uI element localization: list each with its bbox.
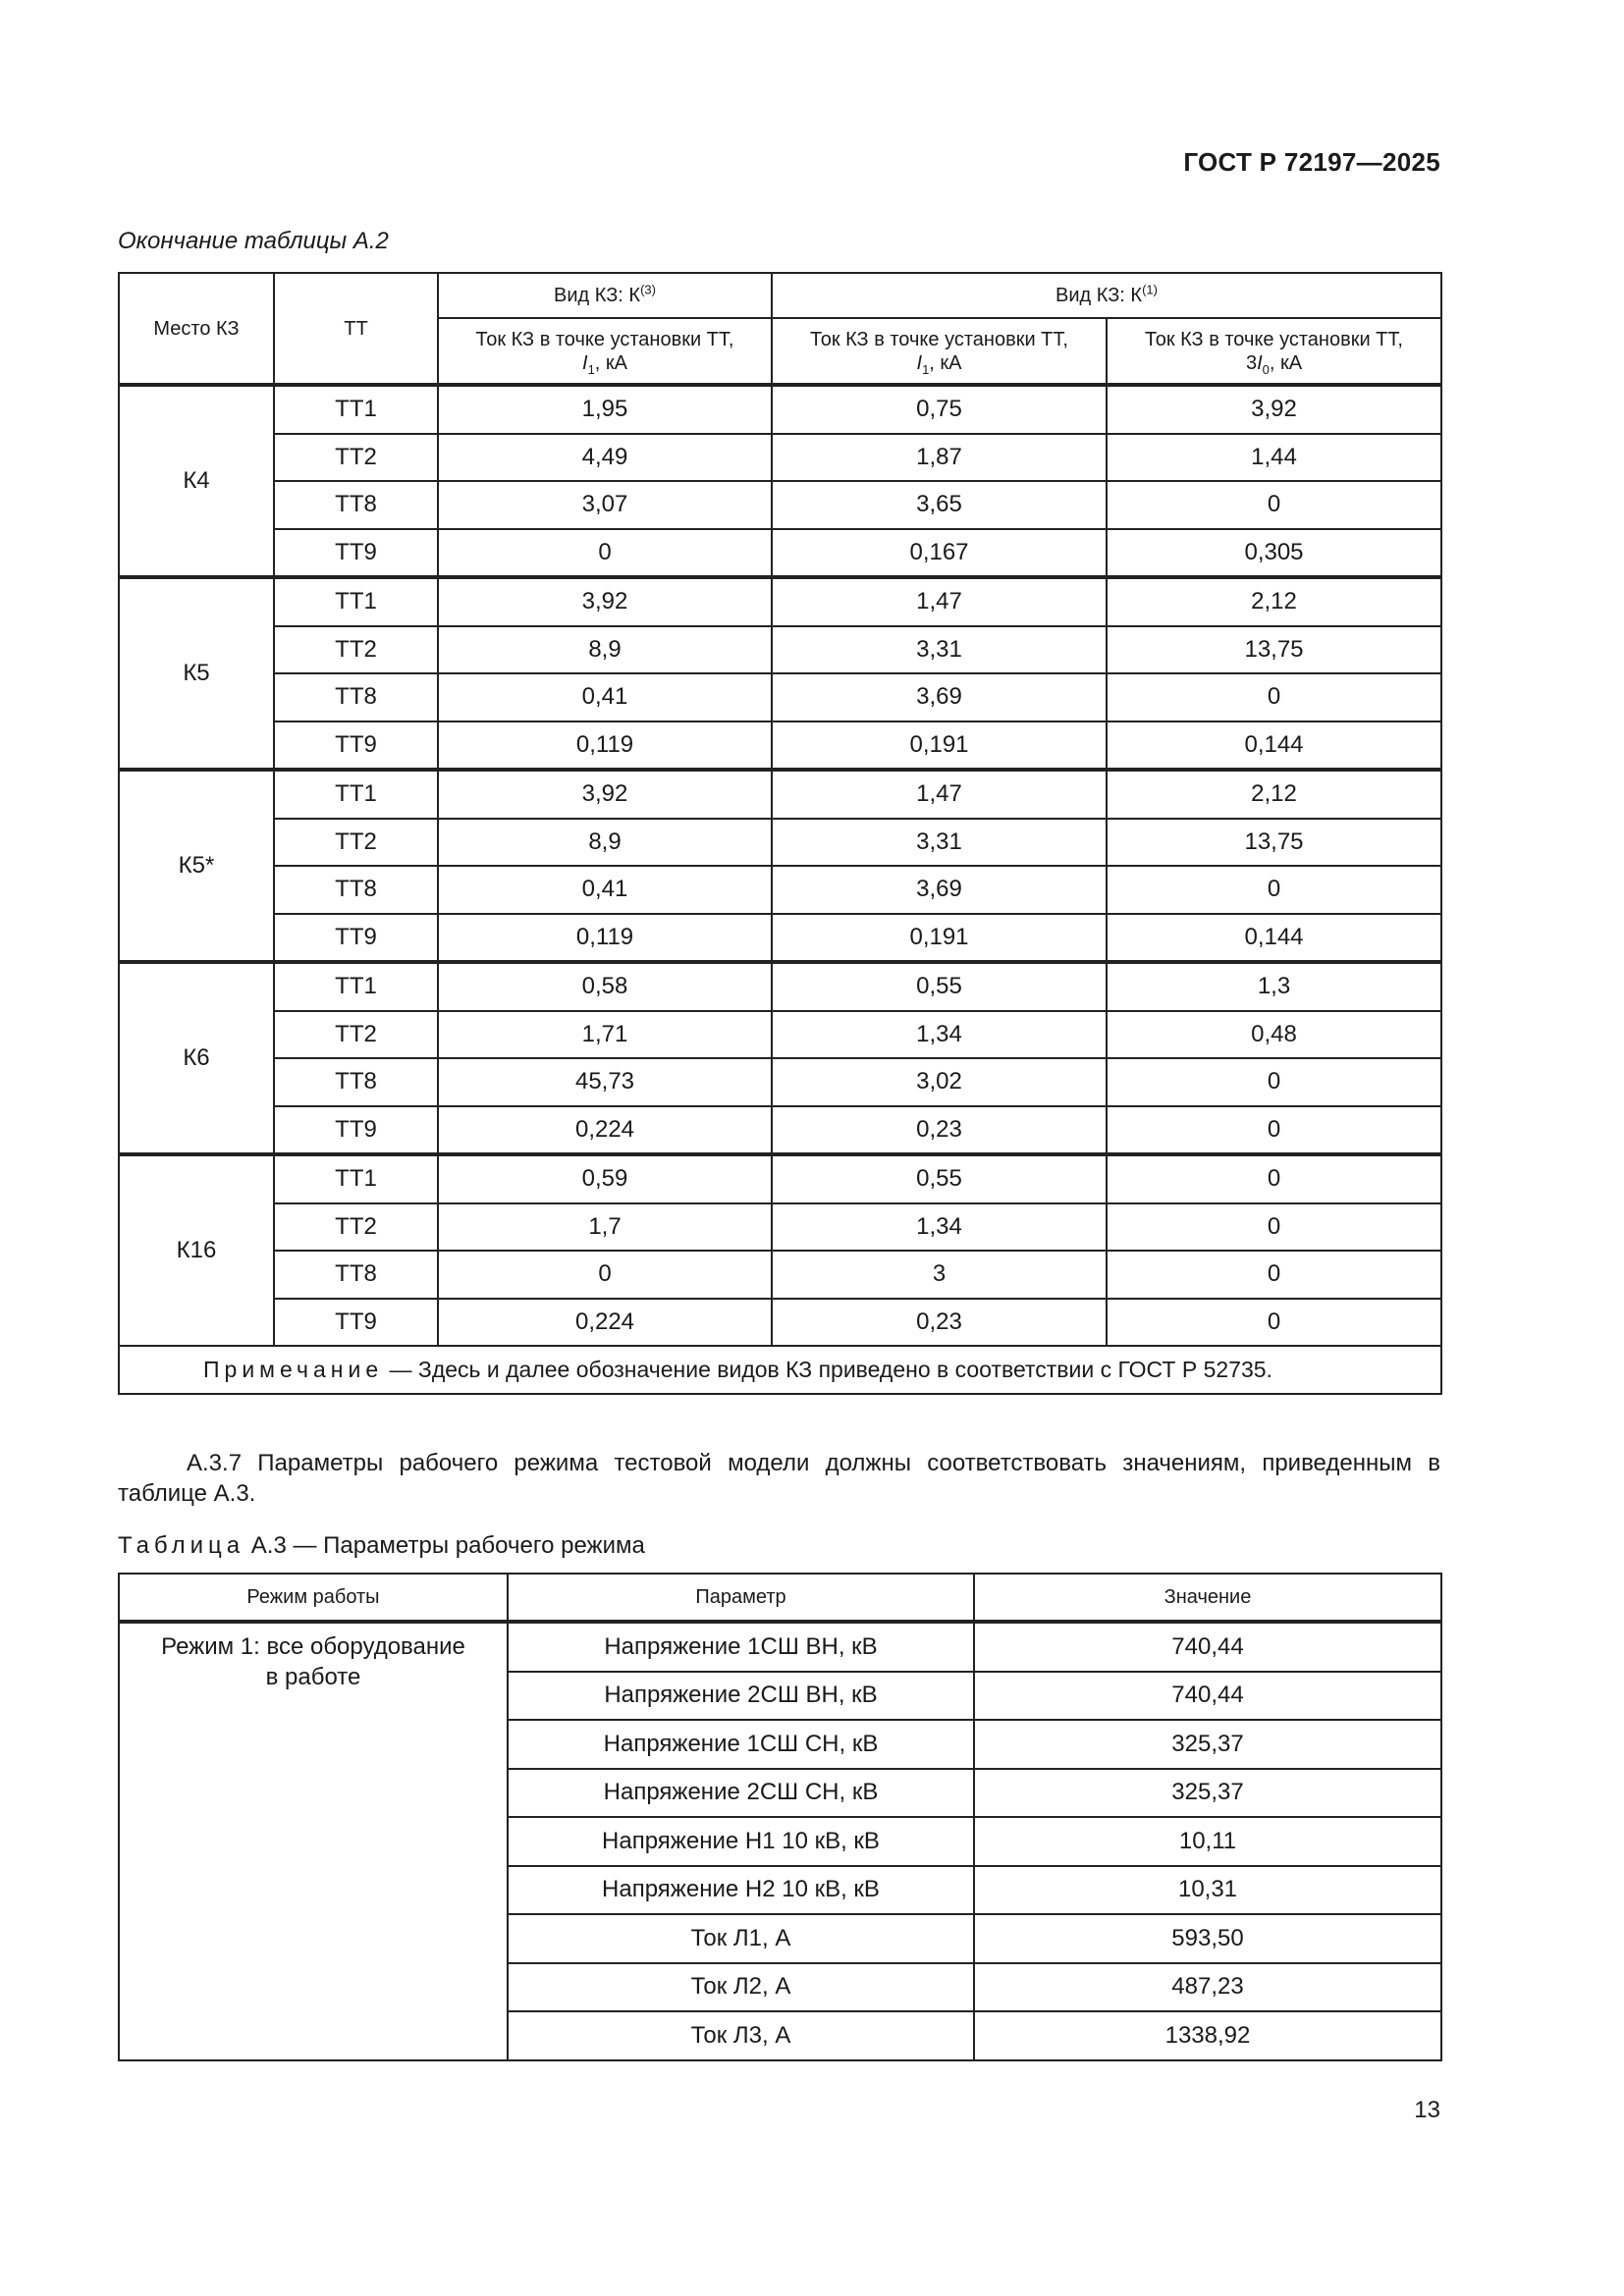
table-row (119, 962, 1441, 1011)
tt-cell: ТТ2 (274, 434, 438, 482)
value-cell-k1-3i0: 0,305 (1107, 529, 1441, 578)
value-cell-k3-i1: 1,7 (438, 1203, 772, 1252)
value-cell-k1-3i0: 0 (1107, 1058, 1441, 1106)
table-row (119, 1154, 1441, 1203)
table-row (119, 770, 1441, 819)
value-cell-k1-i1: 0,55 (772, 1154, 1107, 1203)
table-row (119, 529, 1441, 578)
value-cell-k3-i1: 0,119 (438, 914, 772, 963)
value-cell-k1-i1: 1,87 (772, 434, 1107, 482)
value-cell-k3-i1: 0,224 (438, 1106, 772, 1155)
tt-cell: ТТ9 (274, 1106, 438, 1155)
value-cell-k3-i1: 3,07 (438, 481, 772, 529)
value-cell-k1-3i0: 2,12 (1107, 577, 1441, 626)
fault-place-cell: К6 (119, 962, 274, 1154)
fault-place-cell: К5 (119, 577, 274, 770)
value-cell: 593,50 (974, 1914, 1441, 1963)
value-cell-k3-i1: 0,41 (438, 673, 772, 721)
fault-place-cell: К4 (119, 385, 274, 577)
value-cell-k1-i1: 3,31 (772, 819, 1107, 867)
header-param: Параметр (508, 1574, 974, 1622)
tt-cell: ТТ9 (274, 1299, 438, 1347)
value-cell-k1-i1: 3,31 (772, 626, 1107, 674)
tt-cell: ТТ1 (274, 962, 438, 1011)
value-cell-k1-3i0: 0 (1107, 1299, 1441, 1347)
value-cell-k1-i1: 0,23 (772, 1299, 1107, 1347)
value-cell-k1-3i0: 0 (1107, 1106, 1441, 1155)
value-cell: 487,23 (974, 1963, 1441, 2012)
table-a3-body (119, 1622, 1441, 2060)
table-row (119, 577, 1441, 626)
parameter-cell: Напряжение Н1 10 кВ, кВ (508, 1817, 974, 1866)
value-cell-k1-i1: 1,47 (772, 770, 1107, 819)
value-cell-k3-i1: 0,41 (438, 866, 772, 914)
tt-cell: ТТ2 (274, 819, 438, 867)
value-cell-k3-i1: 0 (438, 529, 772, 578)
table-row (119, 914, 1441, 963)
table-row (119, 866, 1441, 914)
value-cell-k1-i1: 3,02 (772, 1058, 1107, 1106)
value-cell-k1-3i0: 3,92 (1107, 385, 1441, 434)
mode-line: Режим 1: все оборудование (161, 1633, 465, 1660)
parameter-cell: Напряжение 2СШ ВН, кВ (508, 1672, 974, 1721)
value-cell-k1-3i0: 13,75 (1107, 819, 1441, 867)
document-code: ГОСТ Р 72197—2025 (1183, 147, 1440, 177)
value-cell: 325,37 (974, 1720, 1441, 1769)
parameter-cell: Напряжение 1СШ СН, кВ (508, 1720, 974, 1769)
value-cell-k1-3i0: 0 (1107, 866, 1441, 914)
paragraph-a3-7: А.3.7 Параметры рабочего режима тестовой модели должны соответствовать значениям, приведенным в таблице А.3. (118, 1450, 1440, 1507)
tt-cell: ТТ8 (274, 481, 438, 529)
header-place: Место КЗ (119, 273, 274, 385)
value-cell-k1-3i0: 13,75 (1107, 626, 1441, 674)
header-mode: Режим работы (119, 1574, 508, 1622)
tt-cell: ТТ1 (274, 770, 438, 819)
header-col2: Ток КЗ в точке установки ТТ, $I_1$, кА (772, 318, 1107, 385)
tt-cell: ТТ8 (274, 673, 438, 721)
table-row (119, 1251, 1441, 1299)
value-cell-k1-i1: 3,69 (772, 673, 1107, 721)
table-a3 (118, 1573, 1442, 2061)
tt-cell: ТТ1 (274, 577, 438, 626)
table-row (119, 1622, 1441, 1672)
value-cell-k1-i1: 0,191 (772, 721, 1107, 771)
value-cell-k3-i1: 3,92 (438, 577, 772, 626)
value-cell: 10,11 (974, 1817, 1441, 1866)
table-row (119, 1058, 1441, 1106)
parameter-cell: Ток Л3, А (508, 2011, 974, 2060)
value-cell-k1-3i0: 2,12 (1107, 770, 1441, 819)
value-cell-k3-i1: 1,71 (438, 1011, 772, 1059)
parameter-cell: Ток Л2, А (508, 1963, 974, 2012)
parameter-cell: Напряжение 1СШ ВН, кВ (508, 1622, 974, 1672)
fault-place-cell: К16 (119, 1154, 274, 1346)
value-cell: 1338,92 (974, 2011, 1441, 2060)
header-col3: Ток КЗ в точке установки ТТ, $3I_0$, кА (1107, 318, 1441, 385)
table-row (119, 1106, 1441, 1155)
value-cell-k3-i1: 45,73 (438, 1058, 772, 1106)
table-row (119, 673, 1441, 721)
value-cell-k1-3i0: 0,48 (1107, 1011, 1441, 1059)
parameter-cell: Напряжение 2СШ СН, кВ (508, 1769, 974, 1818)
value-cell-k3-i1: 0,224 (438, 1299, 772, 1347)
fault-place-cell: К5* (119, 770, 274, 962)
value-cell-k3-i1: 3,92 (438, 770, 772, 819)
parameter-cell: Ток Л1, А (508, 1914, 974, 1963)
value-cell-k1-i1: 0,167 (772, 529, 1107, 578)
value-cell-k3-i1: 8,9 (438, 626, 772, 674)
tt-cell: ТТ8 (274, 1058, 438, 1106)
table-row (119, 481, 1441, 529)
table-a2-body (119, 385, 1441, 1346)
table-a2-note: Примечание — Здесь и далее обозначение видов КЗ приведено в соответствии с ГОСТ Р 52735. (119, 1346, 1441, 1394)
value-cell-k1-3i0: 0 (1107, 673, 1441, 721)
parameter-cell: Напряжение Н2 10 кВ, кВ (508, 1866, 974, 1915)
table-a2 (118, 272, 1442, 1395)
value-cell-k3-i1: 0,119 (438, 721, 772, 771)
value-cell-k1-3i0: 0 (1107, 1154, 1441, 1203)
tt-cell: ТТ1 (274, 1154, 438, 1203)
tt-cell: ТТ8 (274, 866, 438, 914)
tt-cell: ТТ2 (274, 1203, 438, 1252)
value-cell-k1-i1: 1,34 (772, 1203, 1107, 1252)
value-cell: 325,37 (974, 1769, 1441, 1818)
header-k3: Вид КЗ: $К^{(3)}$ (438, 273, 772, 318)
mode-cell (119, 1622, 508, 2060)
value-cell-k1-3i0: 0,144 (1107, 721, 1441, 771)
value-cell-k3-i1: 0,58 (438, 962, 772, 1011)
value-cell-k1-3i0: 0 (1107, 481, 1441, 529)
tt-cell: ТТ8 (274, 1251, 438, 1299)
value-cell-k1-3i0: 1,3 (1107, 962, 1441, 1011)
value-cell-k1-3i0: 1,44 (1107, 434, 1441, 482)
page-number: 13 (1414, 2097, 1440, 2123)
value-cell-k1-i1: 1,34 (772, 1011, 1107, 1059)
table-a2-caption: Окончание таблицы А.2 (118, 228, 389, 254)
value-cell-k3-i1: 0 (438, 1251, 772, 1299)
table-row (119, 385, 1441, 434)
value-cell-k1-i1: 3,69 (772, 866, 1107, 914)
header-tt: ТТ (274, 273, 438, 385)
value-cell-k1-3i0: 0,144 (1107, 914, 1441, 963)
value-cell-k1-i1: 3,65 (772, 481, 1107, 529)
tt-cell: ТТ2 (274, 626, 438, 674)
table-row (119, 819, 1441, 867)
value-cell-k3-i1: 4,49 (438, 434, 772, 482)
value-cell-k1-3i0: 0 (1107, 1203, 1441, 1252)
value-cell: 740,44 (974, 1672, 1441, 1721)
table-a3-caption: Таблица А.3 — Параметры рабочего режима (118, 1532, 645, 1559)
header-col1: Ток КЗ в точке установки ТТ, $I_1$, кА (438, 318, 772, 385)
value-cell-k1-i1: 0,55 (772, 962, 1107, 1011)
tt-cell: ТТ2 (274, 1011, 438, 1059)
value-cell-k3-i1: 0,59 (438, 1154, 772, 1203)
value-cell-k1-i1: 0,75 (772, 385, 1107, 434)
table-row (119, 1011, 1441, 1059)
table-row (119, 1299, 1441, 1347)
value-cell-k3-i1: 1,95 (438, 385, 772, 434)
table-row (119, 721, 1441, 771)
value-cell-k1-i1: 0,191 (772, 914, 1107, 963)
tt-cell: ТТ9 (274, 721, 438, 771)
value-cell-k1-i1: 0,23 (772, 1106, 1107, 1155)
value-cell-k1-i1: 1,47 (772, 577, 1107, 626)
value-cell: 10,31 (974, 1866, 1441, 1915)
header-value: Значение (974, 1574, 1441, 1622)
header-k1: Вид КЗ: $К^{(1)}$ (772, 273, 1441, 318)
table-row (119, 1203, 1441, 1252)
value-cell-k1-3i0: 0 (1107, 1251, 1441, 1299)
mode-line: в работе (265, 1664, 361, 1690)
value-cell-k1-i1: 3 (772, 1251, 1107, 1299)
value-cell: 740,44 (974, 1622, 1441, 1672)
tt-cell: ТТ9 (274, 914, 438, 963)
tt-cell: ТТ1 (274, 385, 438, 434)
table-row (119, 434, 1441, 482)
tt-cell: ТТ9 (274, 529, 438, 578)
value-cell-k3-i1: 8,9 (438, 819, 772, 867)
table-row (119, 626, 1441, 674)
